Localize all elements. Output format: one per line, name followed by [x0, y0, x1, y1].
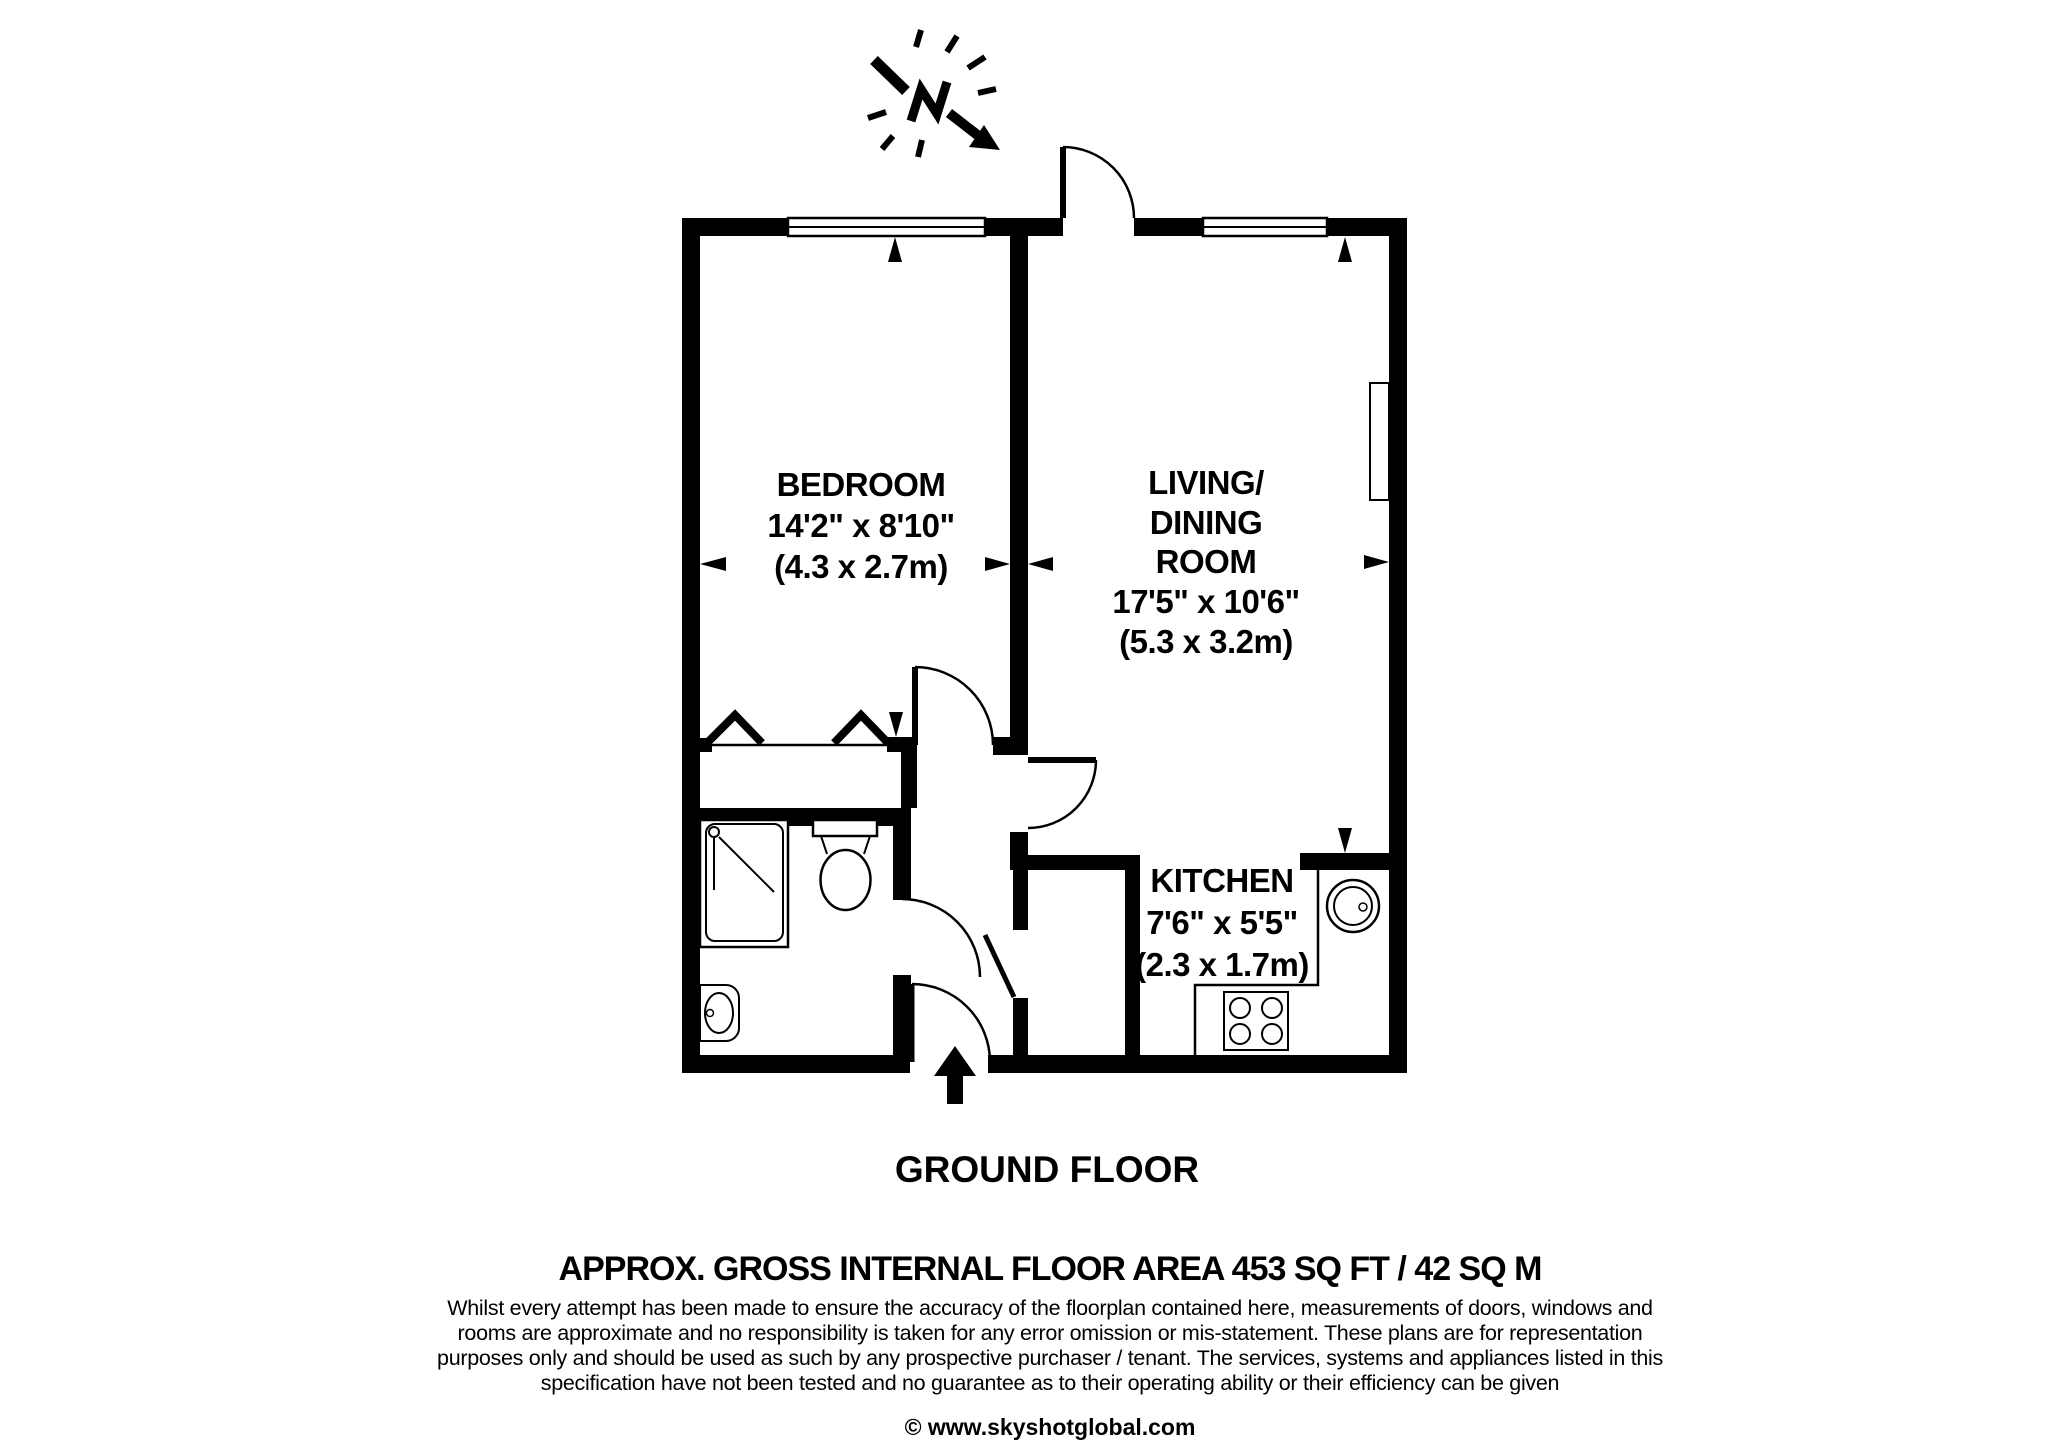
bedroom-size-metric: (4.3 x 2.7m) — [774, 548, 948, 585]
living-name-1: LIVING/ — [1148, 464, 1264, 501]
bedroom-label — [767, 466, 954, 585]
kitchen-sink-icon — [1327, 880, 1379, 932]
living-name-3: ROOM — [1155, 543, 1257, 580]
living-size-imperial: 17'5" x 10'6" — [1112, 583, 1300, 620]
bedroom-door — [915, 667, 993, 745]
north-arrow-icon — [868, 30, 1000, 157]
living-size-metric: (5.3 x 3.2m) — [1119, 623, 1293, 660]
radiator — [1370, 383, 1389, 500]
living-room-label — [1112, 464, 1299, 660]
walls — [682, 218, 1407, 1073]
bedroom-size-imperial: 14'2" x 8'10" — [767, 507, 955, 544]
disclaimer-line-4: specification have not been tested and no guarantee as to their operating ability or their efficiency can be given — [540, 1371, 1560, 1395]
entry-door — [1063, 147, 1134, 218]
bedroom-name: BEDROOM — [776, 466, 946, 503]
entrance-arrow-icon — [934, 1046, 976, 1104]
entrance-door — [912, 984, 990, 1062]
kitchen-name: KITCHEN — [1150, 862, 1294, 899]
disclaimer-line-2: rooms are approximate and no responsibility is taken for any error omission or mis-statement. These plans are for representation — [457, 1321, 1643, 1345]
toilet-icon — [813, 820, 877, 910]
kitchen-size-metric: (2.3 x 1.7m) — [1135, 946, 1309, 983]
bedroom-window — [788, 218, 985, 236]
stove-icon — [1224, 992, 1288, 1050]
living-room-door — [1028, 760, 1096, 828]
cupboard-door — [985, 935, 1014, 997]
shower-icon — [700, 820, 788, 947]
living-room-window — [1203, 218, 1327, 236]
basin-icon — [700, 985, 739, 1041]
disclaimer-line-3: purposes only and should be used as such by any prospective purchaser / tenant. The services, systems and appliances listed in this — [437, 1346, 1663, 1370]
copyright-line: © www.skyshotglobal.com — [904, 1414, 1196, 1440]
floor-area-line: APPROX. GROSS INTERNAL FLOOR AREA 453 SQ FT / 42 SQ M — [558, 1250, 1542, 1288]
bathroom-door — [902, 899, 980, 977]
kitchen-label — [1135, 862, 1309, 983]
living-name-2: DINING — [1149, 504, 1263, 541]
wardrobe-symbol — [700, 715, 901, 745]
kitchen-size-imperial: 7'6" x 5'5" — [1146, 904, 1298, 941]
floor-label: GROUND FLOOR — [894, 1149, 1200, 1190]
disclaimer-line-1: Whilst every attempt has been made to ensure the accuracy of the floorplan contained here, measurements of doors, windows and — [447, 1296, 1653, 1320]
disclaimer — [26, 1296, 2048, 1396]
